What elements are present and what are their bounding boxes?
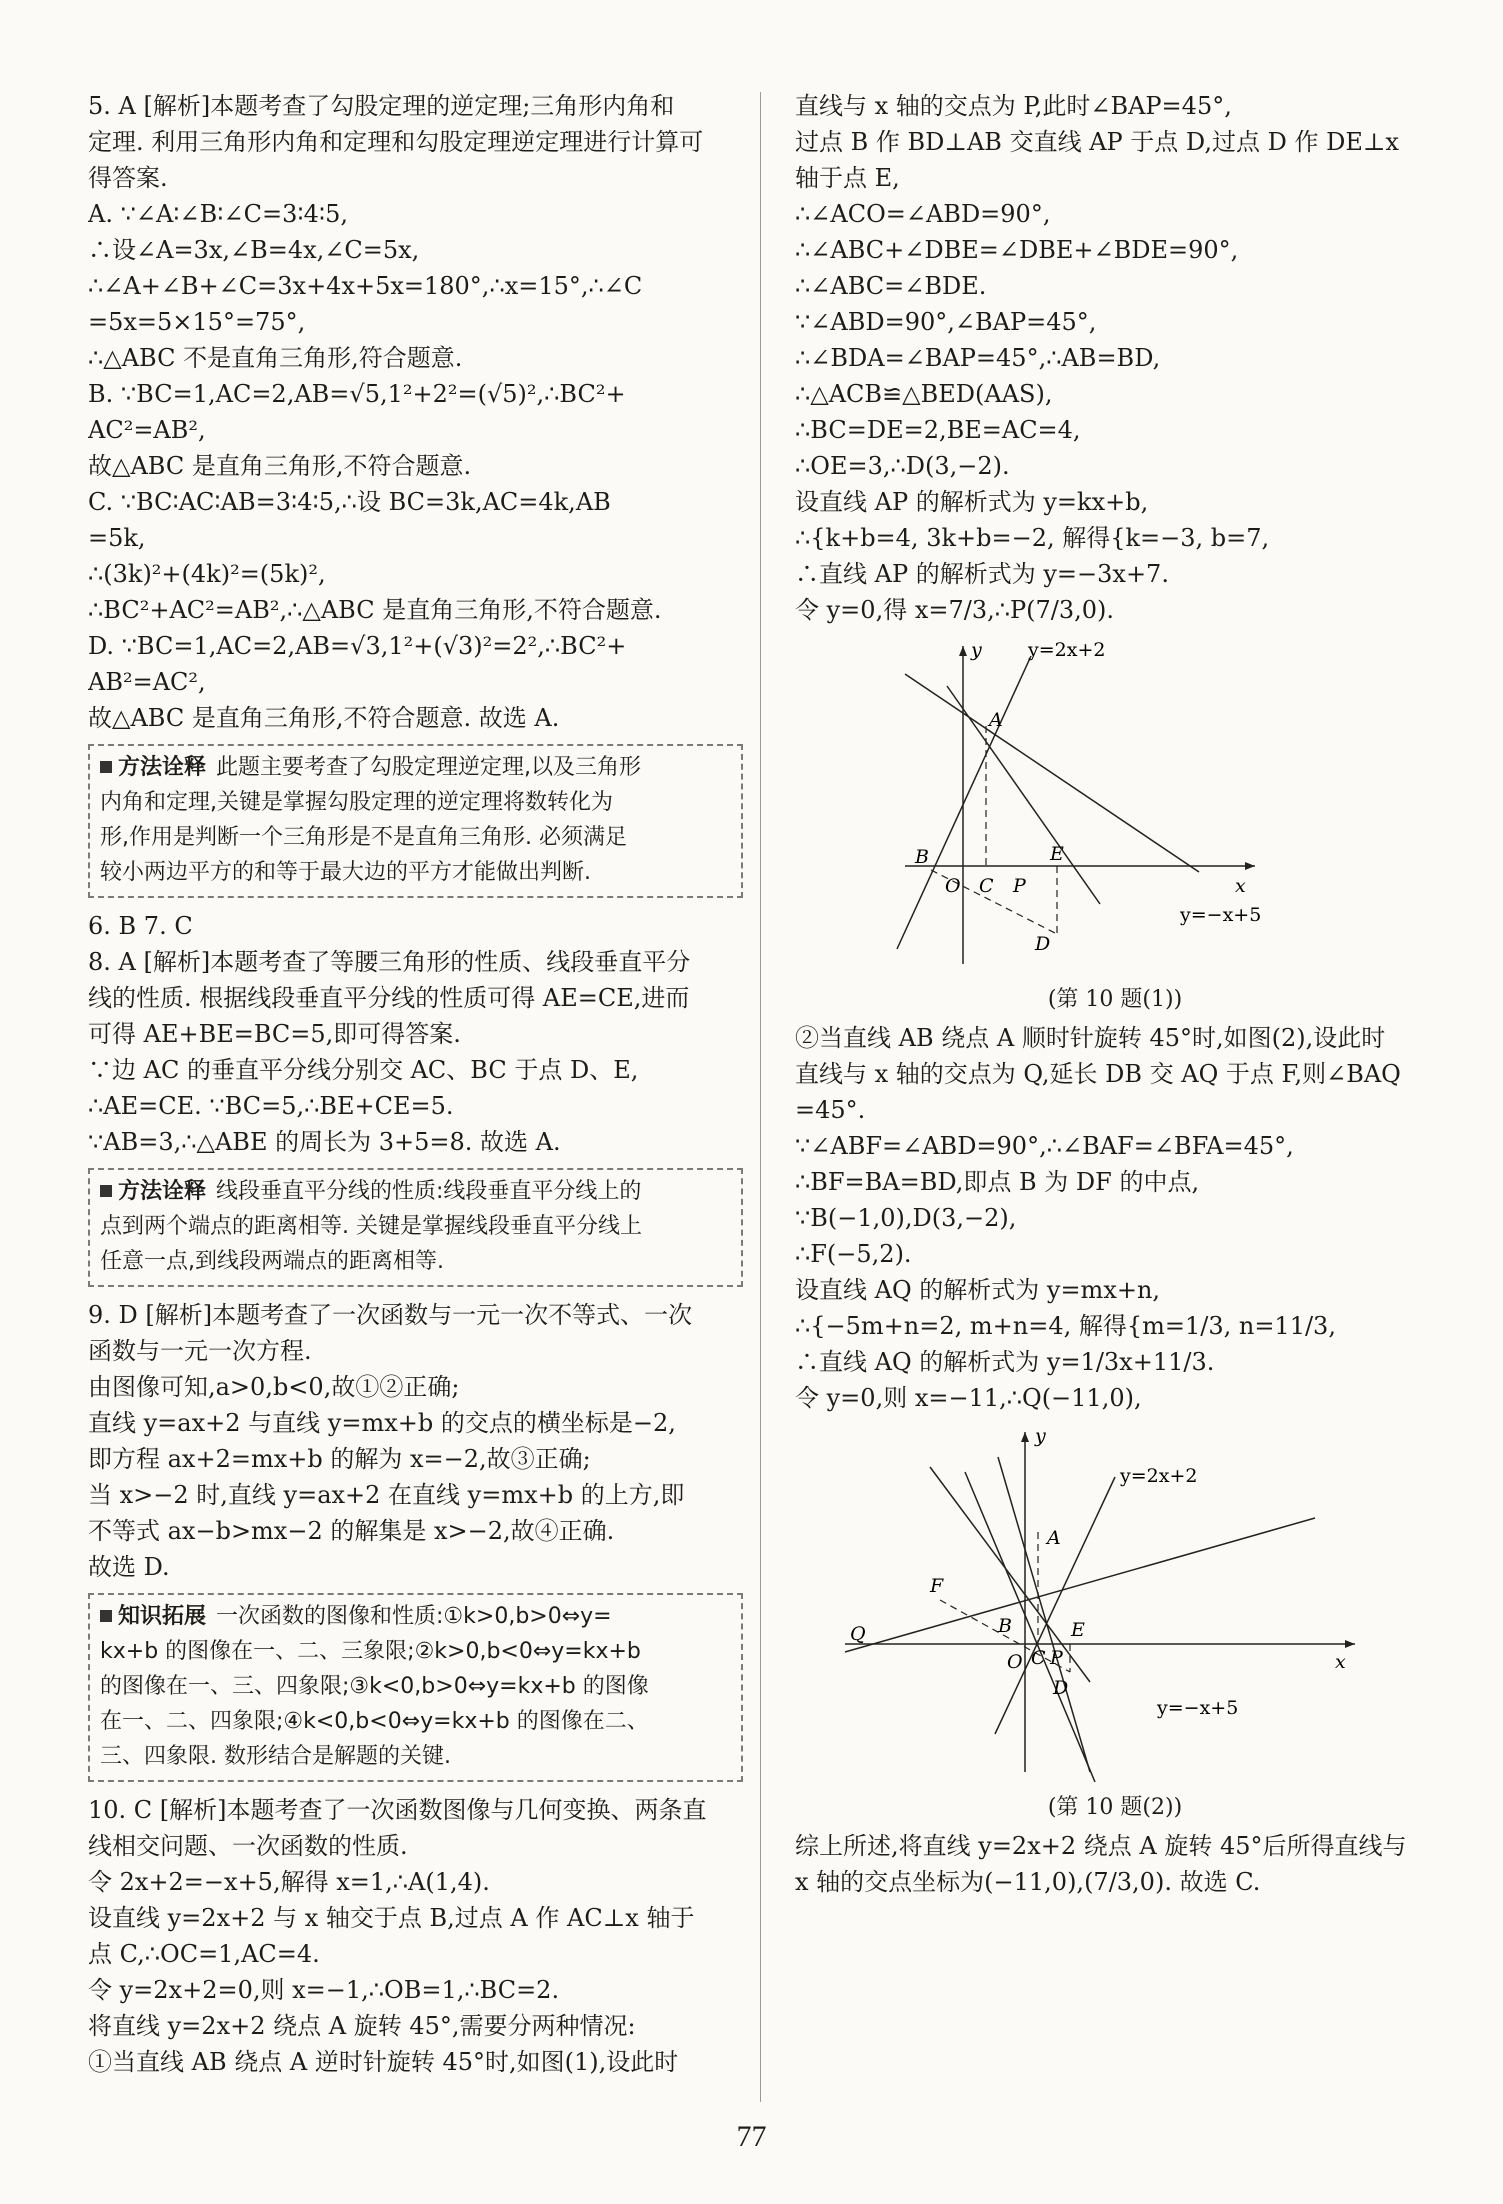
- left-column: [88, 88, 743, 2080]
- text-line: ∵B(−1,0),D(3,−2),: [795, 1204, 1017, 1232]
- label-line-neg-x-5: y=−x+5: [1180, 904, 1262, 926]
- point-label-f: F: [930, 1575, 944, 1597]
- text-line: ∴AE=CE. ∵BC=5,∴BE+CE=5.: [88, 1092, 454, 1120]
- text-line: 轴于点 E,: [795, 164, 900, 192]
- text-line: 故选 D.: [88, 1553, 170, 1581]
- question-8-solution: [88, 944, 743, 1160]
- graph-figure-2: [795, 1422, 1435, 1782]
- text-line: ∴设∠A=3x,∠B=4x,∠C=5x,: [88, 236, 420, 264]
- text-line: AC²=AB²,: [88, 416, 206, 444]
- text-line: ∴直线 AQ 的解析式为 y=1/3x+11/3.: [795, 1348, 1215, 1376]
- point-label-q: Q: [850, 1623, 866, 1645]
- text-line: 设直线 AP 的解析式为 y=kx+b,: [795, 488, 1149, 516]
- answers-6-7: 6. B 7. C: [88, 912, 193, 940]
- figure-caption-2: (第 10 题(2)): [1047, 1795, 1183, 1820]
- point-label-e: E: [1071, 1619, 1085, 1641]
- axis-label-y: y: [971, 639, 982, 661]
- point-label-c: C: [979, 875, 994, 897]
- text-line: ∴∠ABC+∠DBE=∠DBE+∠BDE=90°,: [795, 236, 1239, 264]
- point-label-d: D: [1053, 1677, 1069, 1699]
- knowledge-box: [88, 1593, 743, 1782]
- text-line: kx+b 的图像在一、二、三象限;②k>0,b<0⇔y=kx+b: [100, 1639, 641, 1664]
- text-line: 直线 y=ax+2 与直线 y=mx+b 的交点的横坐标是−2,: [88, 1409, 676, 1437]
- text-line: 线相交问题、一次函数的性质.: [88, 1832, 408, 1860]
- text-line: 10. C [解析]本题考查了一次函数图像与几何变换、两条直: [88, 1796, 707, 1824]
- solution-conclusion: [795, 1828, 1435, 1900]
- text-line: 三、四象限. 数形结合是解题的关键.: [100, 1744, 451, 1769]
- text-line: 直线与 x 轴的交点为 P,此时∠BAP=45°,: [795, 92, 1232, 120]
- point-label-a: A: [1047, 1527, 1061, 1549]
- label-line-2x-2: y=2x+2: [1028, 639, 1106, 661]
- point-label-o: O: [1007, 1651, 1023, 1673]
- box-title: 知识拓展: [100, 1604, 206, 1629]
- text-line: ∴{k+b=4, 3k+b=−2, 解得{k=−3, b=7,: [795, 524, 1270, 552]
- text-line: D. ∵BC=1,AC=2,AB=√3,1²+(√3)²=2²,∴BC²+: [88, 632, 627, 660]
- point-label-b: B: [998, 1615, 1012, 1637]
- text-line: 5. A [解析]本题考查了勾股定理的逆定理;三角形内角和: [88, 92, 675, 120]
- text-line: ②当直线 AB 绕点 A 顺时针旋转 45°时,如图(2),设此时: [795, 1024, 1386, 1052]
- text-line: ∴∠ABC=∠BDE.: [795, 272, 987, 300]
- text-line: ①当直线 AB 绕点 A 逆时针旋转 45°时,如图(1),设此时: [88, 2048, 679, 2076]
- line-y-neg-x-5: [947, 686, 1100, 904]
- page-number: 77: [736, 2120, 767, 2153]
- line-y-2x-2: [897, 656, 1031, 949]
- text-line: ∴(3k)²+(4k)²=(5k)²,: [88, 560, 326, 588]
- point-label-a: A: [989, 709, 1003, 731]
- text-line: ∵∠ABD=90°,∠BAP=45°,: [795, 308, 1097, 336]
- text-line: ∴∠A+∠B+∠C=3x+4x+5x=180°,∴x=15°,∴∠C: [88, 272, 643, 300]
- text-line: 直线与 x 轴的交点为 Q,延长 DB 交 AQ 于点 F,则∠BAQ: [795, 1060, 1401, 1088]
- y-axis-arrow: [1021, 1432, 1029, 1442]
- text-line: ∴OE=3,∴D(3,−2).: [795, 452, 1010, 480]
- text-line: 点到两个端点的距离相等. 关键是掌握线段垂直平分线上: [100, 1214, 642, 1239]
- figure-caption-1: (第 10 题(1)): [1047, 987, 1183, 1012]
- text-line: 得答案.: [88, 164, 168, 192]
- text-line: 形,作用是判断一个三角形是不是直角三角形. 必须满足: [100, 825, 627, 850]
- text-line: 内角和定理,关键是掌握勾股定理的逆定理将数转化为: [100, 790, 613, 815]
- point-label-p: P: [1013, 875, 1026, 897]
- text-line: 点 C,∴OC=1,AC=4.: [88, 1940, 320, 1968]
- text-line: =45°.: [795, 1096, 866, 1124]
- question-10-solution: [88, 1792, 743, 2080]
- text-line: 令 y=0,则 x=−11,∴Q(−11,0),: [795, 1384, 1142, 1412]
- text-line: 设直线 AQ 的解析式为 y=mx+n,: [795, 1276, 1161, 1304]
- text-line: ∴△ACB≌△BED(AAS),: [795, 380, 1053, 408]
- text-line: ∴BF=BA=BD,即点 B 为 DF 的中点,: [795, 1168, 1200, 1196]
- point-label-e: E: [1050, 843, 1064, 865]
- text-line: 线的性质. 根据线段垂直平分线的性质可得 AE=CE,进而: [88, 984, 690, 1012]
- text-line: ∴∠BDA=∠BAP=45°,∴AB=BD,: [795, 344, 1161, 372]
- text-line: ∵AB=3,∴△ABE 的周长为 3+5=8. 故选 A.: [88, 1128, 561, 1156]
- method-note-box-1: [88, 744, 743, 898]
- text-line: 故△ABC 是直角三角形,不符合题意.: [88, 452, 472, 480]
- text-line: ∴直线 AP 的解析式为 y=−3x+7.: [795, 560, 1169, 588]
- text-line: ∴△ABC 不是直角三角形,符合题意.: [88, 344, 463, 372]
- text-line: 故△ABC 是直角三角形,不符合题意. 故选 A.: [88, 704, 560, 732]
- column-divider: [760, 92, 761, 2102]
- text-line: 综上所述,将直线 y=2x+2 绕点 A 旋转 45°后所得直线与: [795, 1832, 1407, 1860]
- text-line: A. ∵∠A∶∠B∶∠C=3∶4∶5,: [88, 200, 349, 228]
- text-line: 由图像可知,a>0,b<0,故①②正确;: [88, 1373, 460, 1401]
- text-line: 在一、二、四象限;④k<0,b<0⇔y=kx+b 的图像在二、: [100, 1709, 649, 1734]
- label-line-2x-2: y=2x+2: [1120, 1465, 1198, 1487]
- text-line: 即方程 ax+2=mx+b 的解为 x=−2,故③正确;: [88, 1445, 591, 1473]
- text-line: 可得 AE+BE=BC=5,即可得答案.: [88, 1020, 461, 1048]
- text-line: 的图像在一、三、四象限;③k<0,b>0⇔y=kx+b 的图像: [100, 1674, 649, 1699]
- y-axis-arrow: [959, 646, 967, 656]
- text-line: 过点 B 作 BD⊥AB 交直线 AP 于点 D,过点 D 作 DE⊥x: [795, 128, 1399, 156]
- text-line: ∴BC=DE=2,BE=AC=4,: [795, 416, 1081, 444]
- text-line: =5x=5×15°=75°,: [88, 308, 306, 336]
- box-title: 方法诠释: [100, 1179, 206, 1204]
- text-line: 设直线 y=2x+2 与 x 轴交于点 B,过点 A 作 AC⊥x 轴于: [88, 1904, 695, 1932]
- axis-label-y: y: [1035, 1425, 1046, 1447]
- text-line: ∵边 AC 的垂直平分线分别交 AC、BC 于点 D、E,: [88, 1056, 639, 1084]
- figure-10-1: [795, 634, 1435, 1016]
- text-line: 一次函数的图像和性质:①k>0,b>0⇔y=: [216, 1604, 612, 1629]
- text-line: 令 y=2x+2=0,则 x=−1,∴OB=1,∴BC=2.: [88, 1976, 560, 2004]
- text-line: 令 y=0,得 x=7/3,∴P(7/3,0).: [795, 596, 1115, 624]
- text-line: 函数与一元一次方程.: [88, 1337, 312, 1365]
- text-line: ∴F(−5,2).: [795, 1240, 912, 1268]
- text-line: 8. A [解析]本题考查了等腰三角形的性质、线段垂直平分: [88, 948, 691, 976]
- text-line: 此题主要考查了勾股定理逆定理,以及三角形: [216, 755, 642, 780]
- text-line: ∴{−5m+n=2, m+n=4, 解得{m=1/3, n=11/3,: [795, 1312, 1336, 1340]
- point-label-b: B: [915, 846, 929, 868]
- graph-figure-1: [795, 634, 1435, 974]
- text-line: 当 x>−2 时,直线 y=ax+2 在直线 y=mx+b 的上方,即: [88, 1481, 685, 1509]
- axis-label-x: x: [1235, 875, 1246, 897]
- method-note-box-2: [88, 1168, 743, 1287]
- text-line: C. ∵BC∶AC∶AB=3∶4∶5,∴设 BC=3k,AC=4k,AB: [88, 488, 611, 516]
- box-title: 方法诠释: [100, 755, 206, 780]
- x-axis-arrow: [1345, 1640, 1355, 1648]
- text-line: 将直线 y=2x+2 绕点 A 旋转 45°,需要分两种情况:: [88, 2012, 636, 2040]
- point-label-c: C: [1031, 1647, 1046, 1669]
- text-line: 线段垂直平分线的性质:线段垂直平分线上的: [216, 1179, 642, 1204]
- right-column: [795, 88, 1435, 1900]
- question-9-solution: [88, 1297, 743, 1585]
- text-line: x 轴的交点坐标为(−11,0),(7/3,0). 故选 C.: [795, 1868, 1261, 1896]
- question-5-solution: [88, 88, 743, 736]
- text-line: =5k,: [88, 524, 146, 552]
- text-line: ∵∠ABF=∠ABD=90°,∴∠BAF=∠BFA=45°,: [795, 1132, 1294, 1160]
- text-line: 不等式 ax−b>mx−2 的解集是 x>−2,故④正确.: [88, 1517, 615, 1545]
- point-label-p: P: [1050, 1647, 1063, 1669]
- label-line-neg-x-5: y=−x+5: [1157, 1697, 1239, 1719]
- text-line: 定理. 利用三角形内角和定理和勾股定理逆定理进行计算可: [88, 128, 704, 156]
- point-label-o: O: [945, 875, 961, 897]
- point-label-d: D: [1035, 933, 1051, 955]
- text-line: AB²=AC²,: [88, 668, 206, 696]
- text-line: 9. D [解析]本题考查了一次函数与一元一次不等式、一次: [88, 1301, 693, 1329]
- text-line: 较小两边平方的和等于最大边的平方才能做出判断.: [100, 860, 591, 885]
- x-axis-arrow: [1245, 862, 1255, 870]
- text-line: 令 2x+2=−x+5,解得 x=1,∴A(1,4).: [88, 1868, 490, 1896]
- text-line: 任意一点,到线段两端点的距离相等.: [100, 1249, 444, 1274]
- text-line: ∴∠ACO=∠ABD=90°,: [795, 200, 1051, 228]
- axis-label-x: x: [1335, 1651, 1346, 1673]
- text-line: ∴BC²+AC²=AB²,∴△ABC 是直角三角形,不符合题意.: [88, 596, 662, 624]
- text-line: B. ∵BC=1,AC=2,AB=√5,1²+2²=(√5)²,∴BC²+: [88, 380, 626, 408]
- solution-part-2: [795, 1020, 1435, 1416]
- figure-10-2: [795, 1422, 1435, 1824]
- solution-part-1: [795, 88, 1435, 628]
